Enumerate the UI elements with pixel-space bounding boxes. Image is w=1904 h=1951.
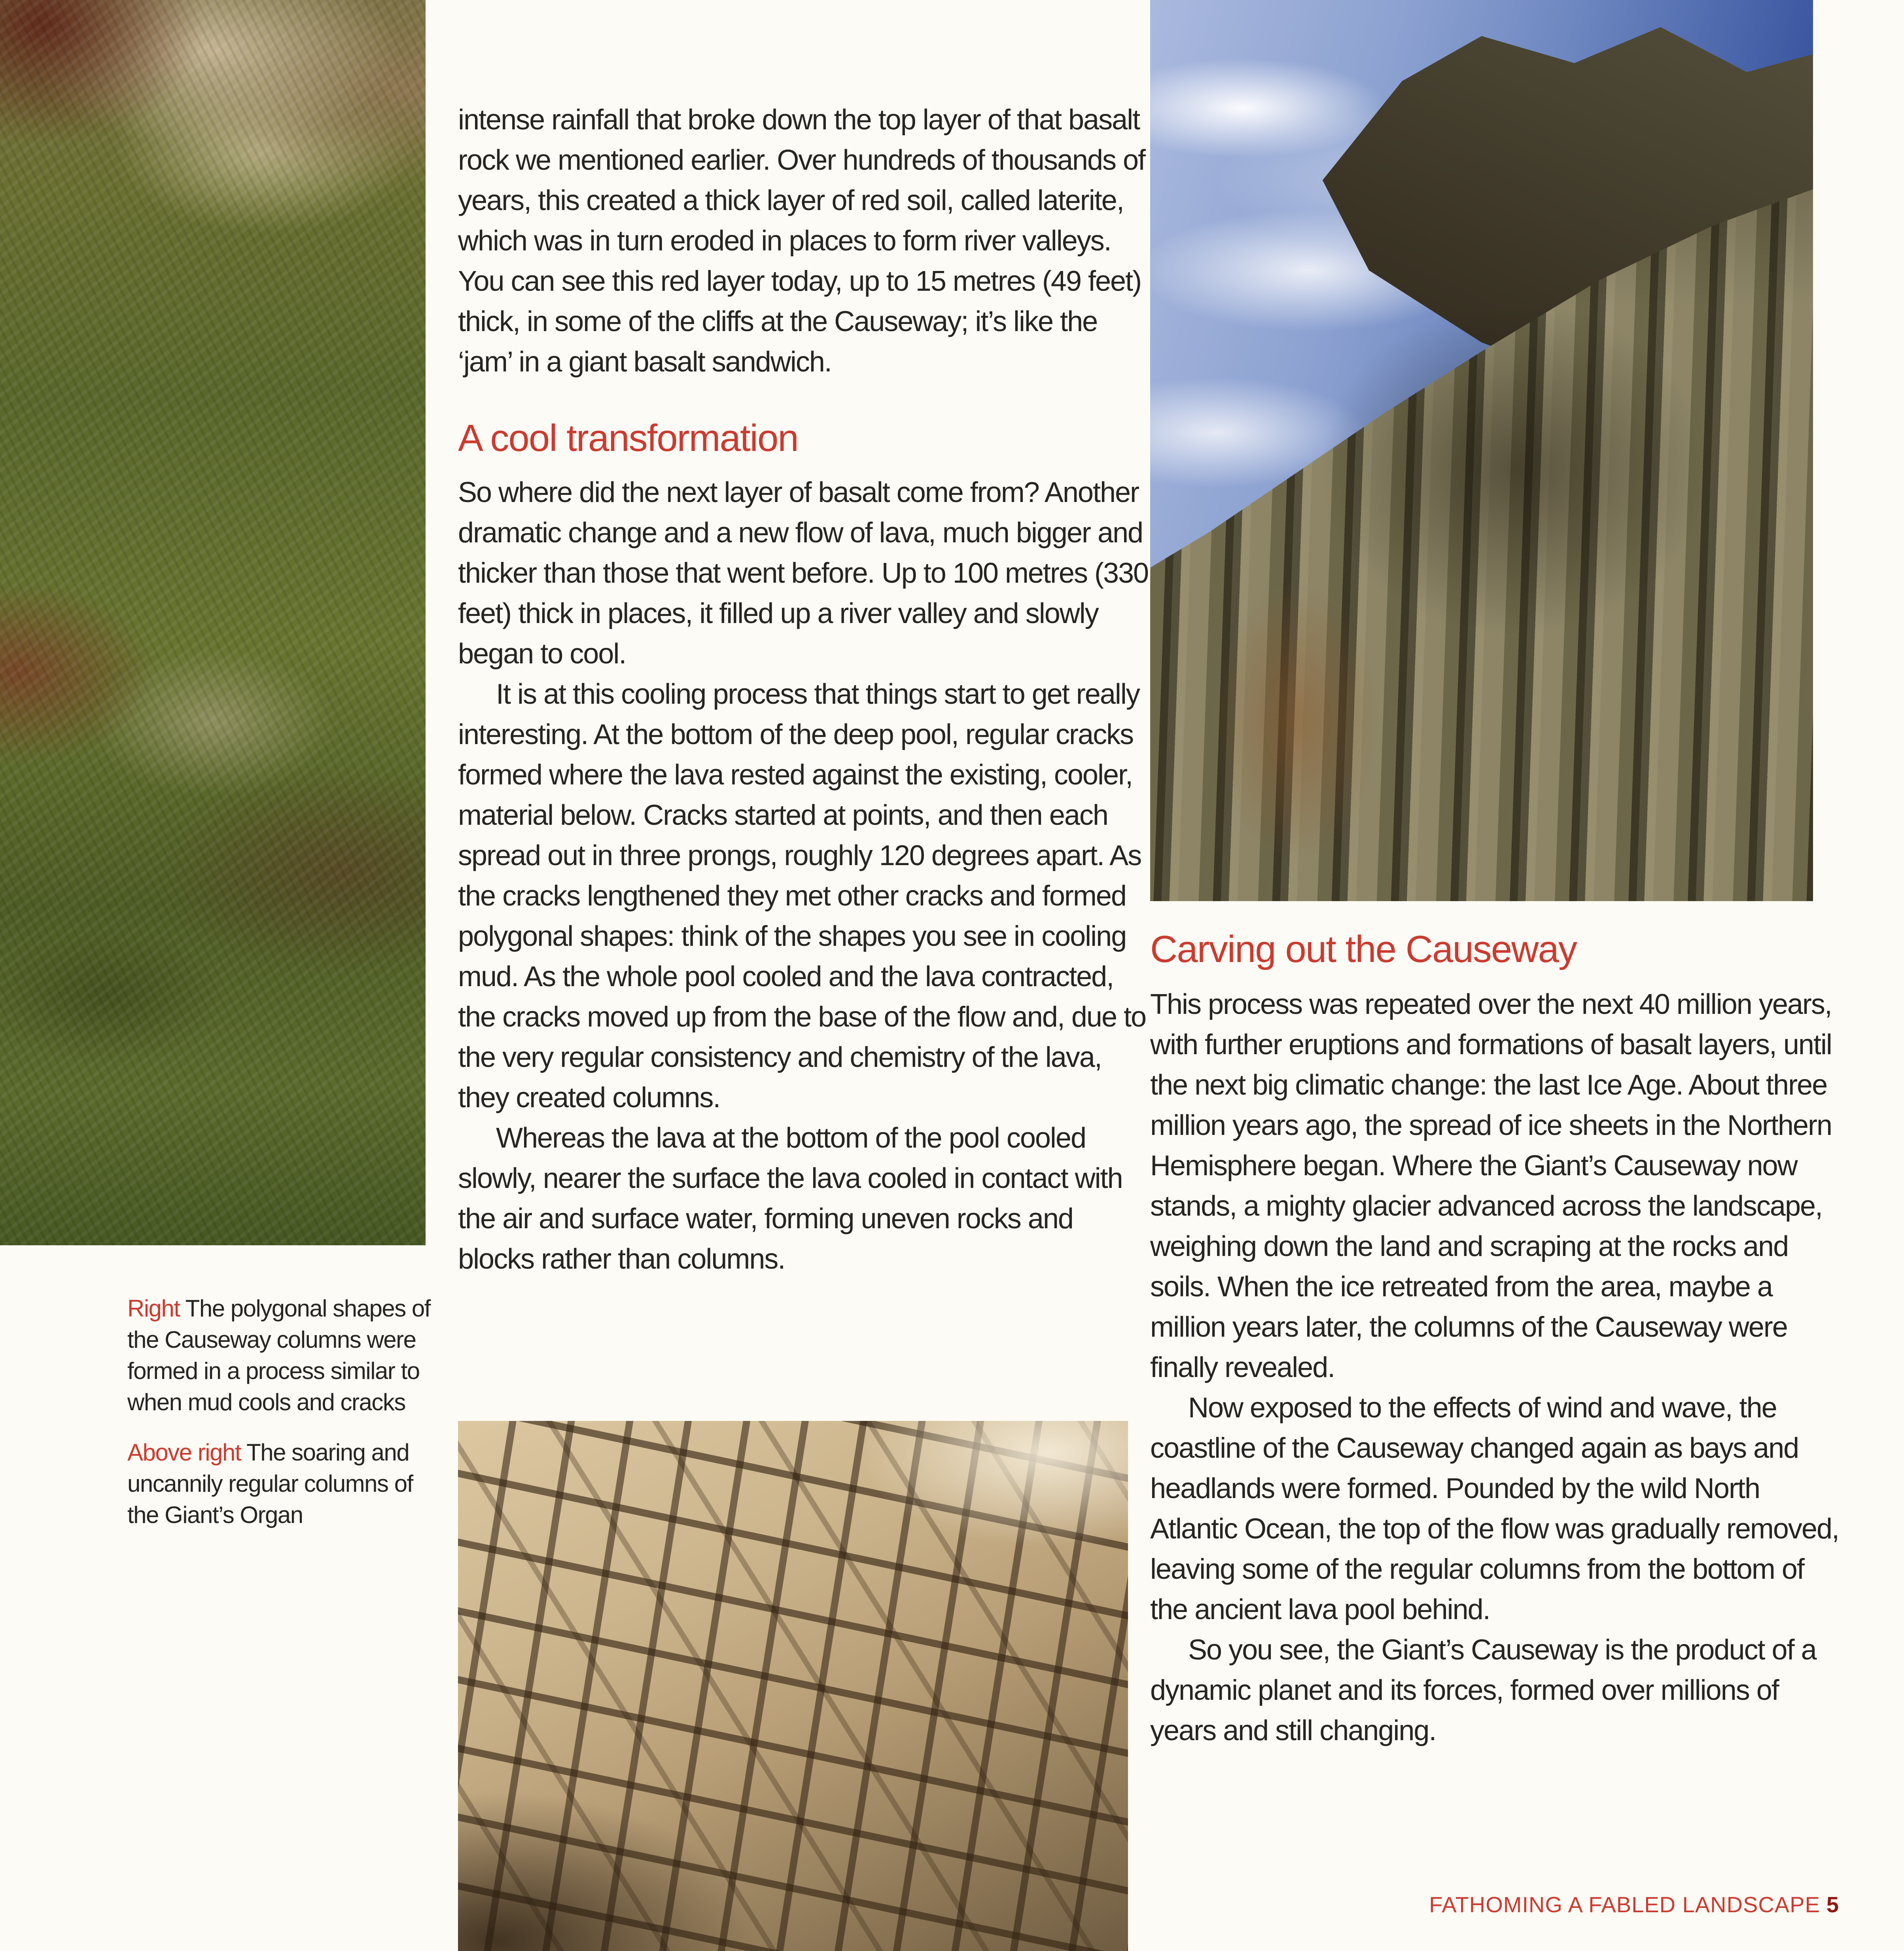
caption-text: The polygonal shapes of the Causeway columns were formed in a process similar to when mud cools and cracks [127,1295,430,1415]
page-number: 5 [1826,1892,1839,1917]
paragraph: Whereas the lava at the bottom of the pool cooled slowly, nearer the surface the lava cooled in contact with the air and surface water, forming uneven rocks and blocks rather than columns. [458,1122,1122,1275]
paragraph: This process was repeated over the next 40 million years, with further eruptions and formations of basalt layers, until the next big climatic change: the last Ice Age. About three million years ago, the spread of ice sheets in the Northern Hemisphere began. Where the Giant’s Causeway now stands, a mighty glacier advanced across the landscape, weighing down the land and scraping at the rocks and soils. When the ice retreated from the area, maybe a million years later, the columns of the Causeway were finally revealed. [1150,989,1832,1383]
section-heading-cool-transformation: A cool transformation [458,417,798,459]
caption-above-right [127,1437,448,1530]
photo-texture [0,0,426,1245]
photo-captions [127,1293,448,1549]
paragraph: It is at this cooling process that things start to get really interesting. At the bottom of the deep pool, regular cracks formed where the lava rested against the existing, cooler, material below. Cracks started at points, and then each spread out in three prongs, roughly 120 degrees apart. As the cracks lengthened they met other cracks and formed polygonal shapes: think of the shapes you see in cooling mud. As the whole pool cooled and the lava contracted, the cracks moved up from the base of the flow and, due to the very regular consistency and chemistry of the lava, they created columns. [458,678,1146,1114]
section-heading-carving-causeway: Carving out the Causeway [1150,928,1577,970]
caption-right [127,1293,448,1418]
paragraph: So you see, the Giant’s Causeway is the product of a dynamic planet and its forces, formed over millions of years and still changing. [1150,1634,1816,1746]
photo-shading [1150,0,1813,901]
hillside-photo [0,0,426,1245]
cracked-mud-photo [458,1421,1128,1951]
caption-text: The soaring and uncannily regular columns of the Giant’s Organ [127,1439,413,1528]
middle-text-column [458,100,1155,1279]
caption-lead: Right [127,1295,180,1322]
paragraph: So where did the next layer of basalt come from? Another dramatic change and a new flow of lava, much bigger and thicker than those that went before. Up to 100 metres (330 feet) thick in places, it filled up a river valley and slowly began to cool. [458,477,1149,670]
footer-title: FATHOMING A FABLED LANDSCAPE [1429,1892,1820,1917]
paragraph: Now exposed to the effects of wind and wave, the coastline of the Causeway changed again as bays and headlands were formed. Pounded by the wild North Atlantic Ocean, the top of the flow was gradually removed, leaving some of the regular columns from the bottom of the ancient lava pool behind. [1150,1392,1839,1625]
caption-lead: Above right [127,1439,241,1466]
paragraph: intense rainfall that broke down the top layer of that basalt rock we mentioned earlier. Over hundreds of thousands of years, this created a thick layer of red soil, called laterite, which was in turn eroded in places to form river valleys. You can see this red layer today, up to 15 metres (49 feet) thick, in some of the cliffs at the Causeway; it’s like the ‘jam’ in a giant basalt sandwich. [458,104,1145,378]
running-footer [1150,1892,1839,1917]
basalt-columns-photo [1150,0,1813,901]
right-text-column [1150,927,1845,1751]
